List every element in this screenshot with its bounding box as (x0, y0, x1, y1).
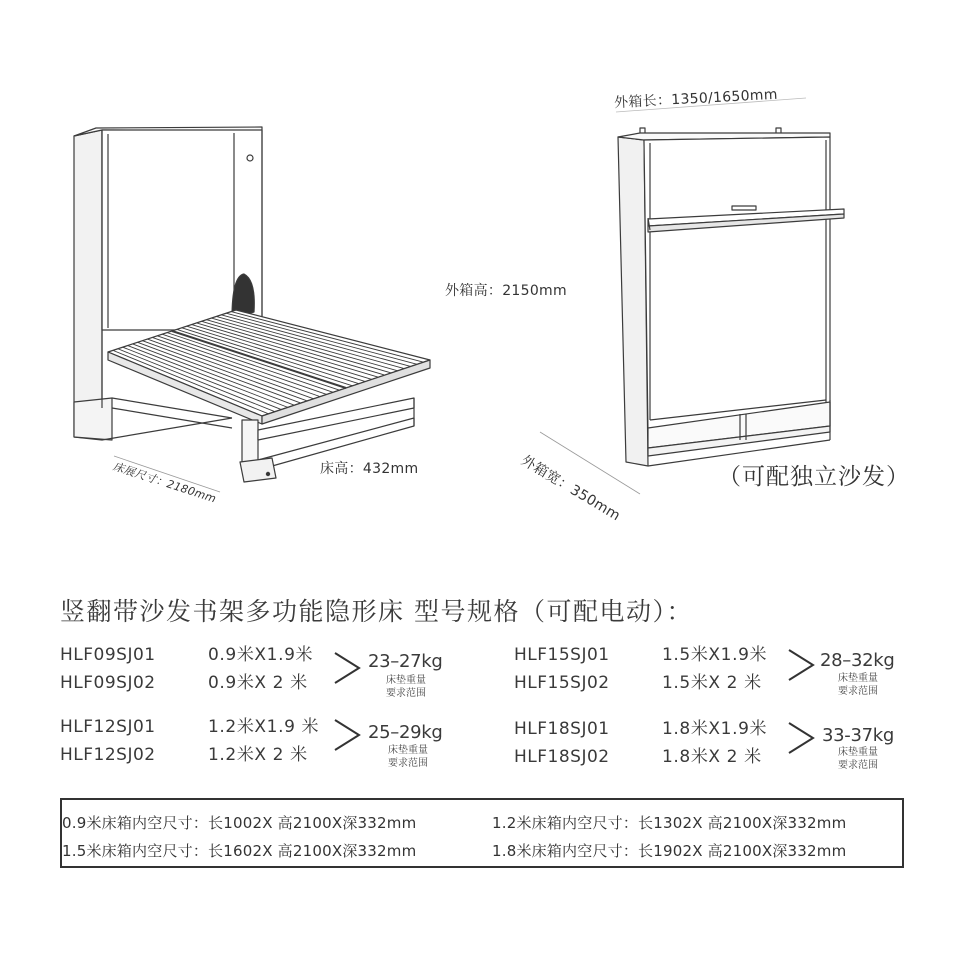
weight-note: 床垫重量 (388, 745, 428, 756)
weight-note: 床垫重量 (386, 675, 426, 686)
inner-size-line: 1.2米床箱内空尺寸：长1302X 高2100X深332mm (492, 814, 847, 832)
model-code: HLF09SJ02 (60, 673, 156, 693)
model-code: HLF09SJ01 (60, 645, 156, 665)
model-code: HLF18SJ01 (514, 719, 610, 739)
mattress-weight: 28–32kg (820, 650, 895, 671)
bed-unfold-label: 床展尺寸：2180mm (111, 459, 218, 506)
chevron-right-icon (786, 647, 816, 683)
model-code: HLF18SJ02 (514, 747, 610, 767)
bed-size: 0.9米X 2 米 (208, 673, 308, 693)
weight-note: 要求范围 (838, 760, 878, 771)
outer-height-label: 外箱高：2150mm (445, 283, 567, 299)
bed-size: 1.5米X1.9米 (662, 645, 768, 665)
outer-width-label: 外箱宽：350mm (518, 452, 624, 525)
inner-size-line: 1.5米床箱内空尺寸：长1602X 高2100X深332mm (62, 842, 417, 860)
mattress-weight: 33-37kg (822, 725, 895, 746)
weight-note: 床垫重量 (838, 673, 878, 684)
bed-size: 1.5米X 2 米 (662, 673, 762, 693)
bed-size: 1.2米X 2 米 (208, 745, 308, 765)
inner-size-line: 1.8米床箱内空尺寸：长1902X 高2100X深332mm (492, 842, 847, 860)
model-code: HLF12SJ01 (60, 717, 156, 737)
chevron-right-icon (332, 717, 362, 753)
bed-size: 1.8米X 2 米 (662, 747, 762, 767)
chevron-right-icon (332, 650, 362, 686)
inner-size-box (60, 798, 904, 868)
mattress-weight: 25–29kg (368, 722, 443, 743)
mattress-weight: 23–27kg (368, 651, 443, 672)
weight-note: 床垫重量 (838, 747, 878, 758)
chevron-right-icon (786, 720, 816, 756)
weight-note: 要求范围 (388, 758, 428, 769)
bed-height-label: 床高：432mm (320, 461, 419, 477)
model-code: HLF15SJ01 (514, 645, 610, 665)
bed-size: 1.2米X1.9 米 (208, 717, 320, 737)
model-code: HLF12SJ02 (60, 745, 156, 765)
outer-length-label: 外箱长：1350/1650mm (613, 86, 779, 112)
bed-size: 1.8米X1.9米 (662, 719, 768, 739)
sofa-option-note: （可配独立沙发） (718, 464, 910, 490)
weight-note: 要求范围 (838, 686, 878, 697)
inner-size-line: 0.9米床箱内空尺寸：长1002X 高2100X深332mm (62, 814, 417, 832)
spec-title: 竖翻带沙发书架多功能隐形床 型号规格（可配电动）： (60, 597, 693, 626)
model-code: HLF15SJ02 (514, 673, 610, 693)
bed-size: 0.9米X1.9米 (208, 645, 314, 665)
weight-note: 要求范围 (386, 688, 426, 699)
